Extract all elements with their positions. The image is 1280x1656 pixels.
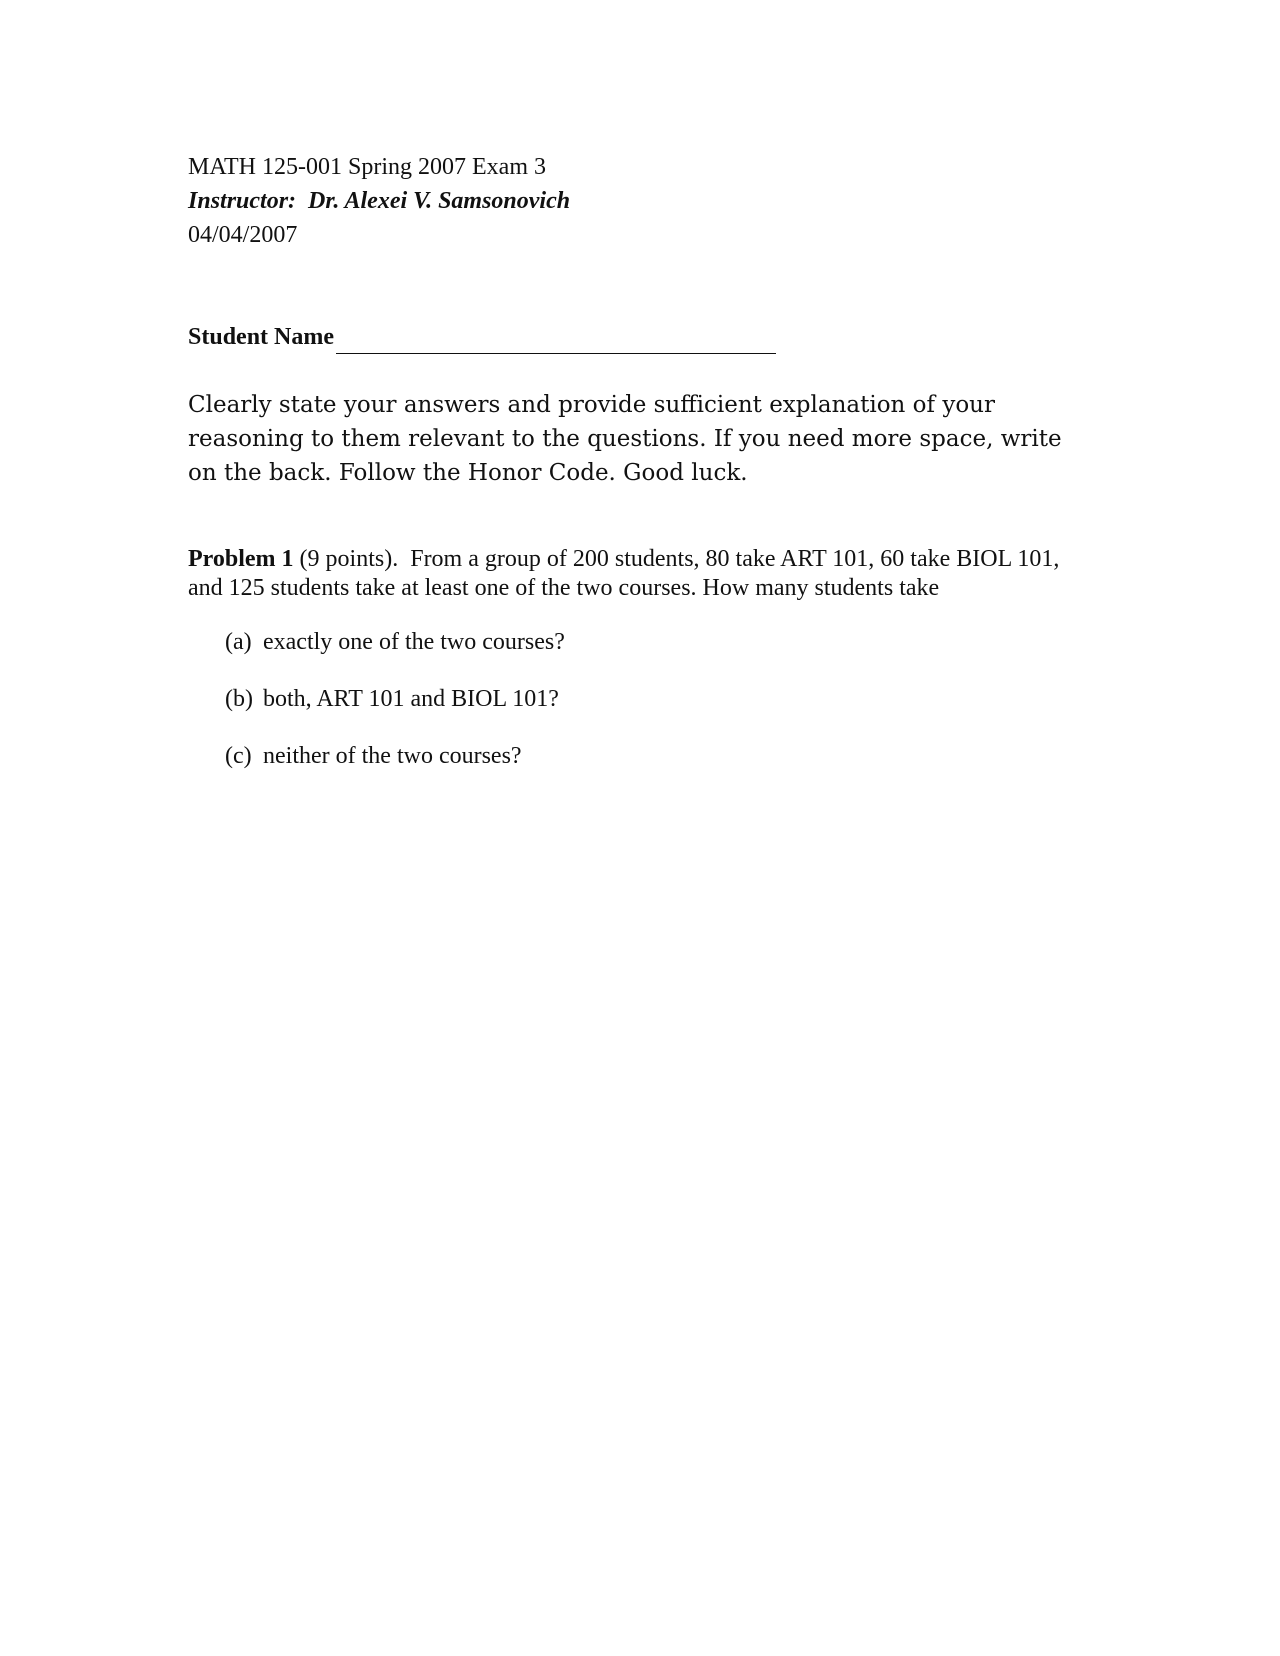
instructor-line	[188, 184, 570, 218]
exam-header	[188, 150, 570, 252]
part-text: exactly one of the two courses?	[263, 629, 565, 655]
instructor-name: Dr. Alexei V. Samsonovich	[308, 188, 571, 214]
problem-label: Problem 1	[188, 546, 294, 572]
problem-points: (9 points).	[299, 546, 399, 572]
problem-1-parts	[225, 628, 565, 799]
problem-1	[188, 545, 1068, 603]
student-name-blank	[336, 327, 776, 354]
part-letter: (a)	[225, 629, 252, 655]
problem-part	[225, 685, 565, 714]
problem-text: From a group of 200 students, 80 take ART 101, 60 take BIOL 101, and 125 students take at least one of the two courses. How many students take	[188, 546, 1060, 601]
student-name-field	[188, 320, 776, 354]
part-text: both, ART 101 and BIOL 101?	[263, 686, 559, 712]
problem-part	[225, 742, 565, 771]
part-letter: (c)	[225, 743, 252, 769]
instructor-label: Instructor:	[188, 188, 297, 214]
exam-date: 04/04/2007	[188, 222, 298, 248]
student-name-label: Student Name	[188, 324, 335, 350]
part-letter: (b)	[225, 686, 253, 712]
problem-part	[225, 628, 565, 657]
instructions: Clearly state your answers and provide sufficient explanation of your reasoning to them relevant to the questions. If you need more space, write on the back. Follow the Honor Code. Good luck.	[188, 392, 1062, 486]
part-text: neither of the two courses?	[263, 743, 522, 769]
course-title: MATH 125-001 Spring 2007 Exam 3	[188, 154, 546, 180]
